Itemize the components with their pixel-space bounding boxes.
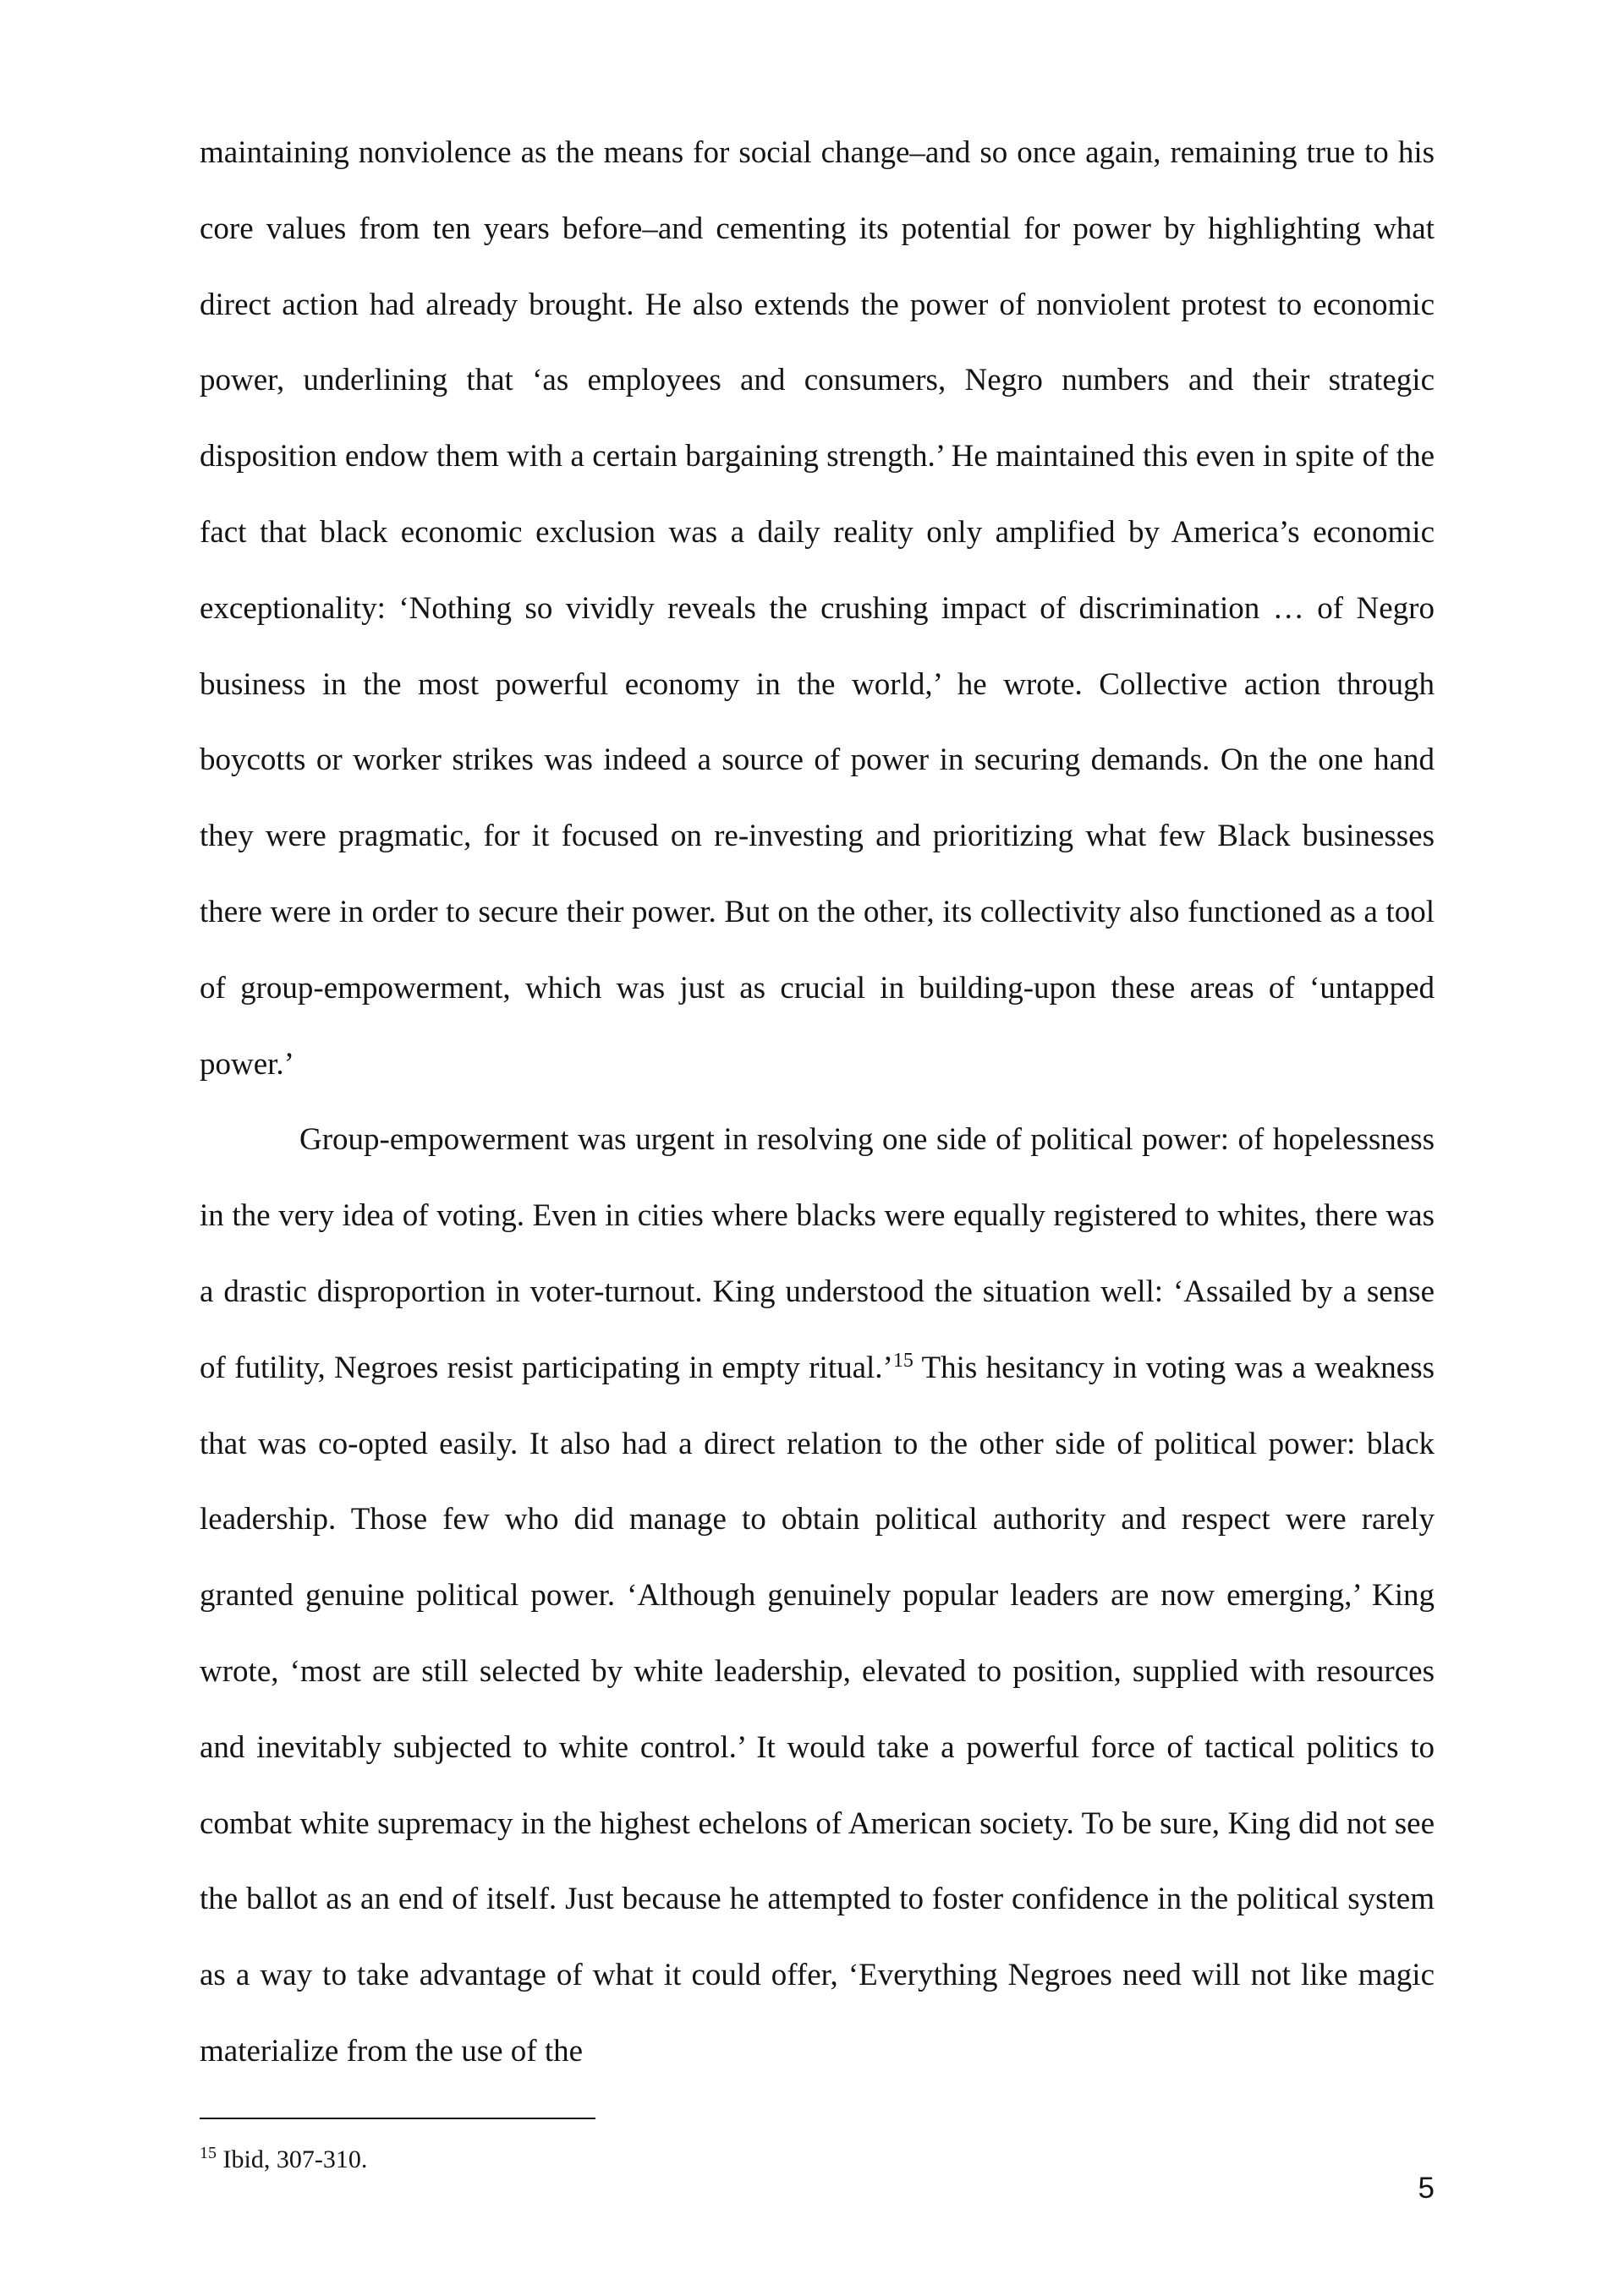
page-number: 5 [1418, 2172, 1435, 2205]
footnote-separator [200, 2118, 595, 2119]
footnote-number: 15 [200, 2144, 217, 2162]
body-text [200, 115, 1435, 2090]
paragraph-2 [200, 1102, 1435, 2089]
paragraph-1: maintaining nonviolence as the means for social change–and so once again, remaining true to his core values from ten years before–and cementing its potential for power by highlighting what direct action had already brought. He also extends the power of nonviolent protest to economic power, underlining that ‘as employees and consumers, Negro numbers and their strategic disposition endow them with a certain bargaining strength.’ He maintained this even in spite of the fact that black economic exclusion was a daily reality only amplified by America’s economic exceptionality: ‘Nothing so vividly reveals the crushing impact of discrimination … of Negro business in the most powerful economy in the world,’ he wrote. Collective action through boycotts or worker strikes was indeed a source of power in securing demands. On the one hand they were pragmatic, for it focused on re-investing and prioritizing what few Black businesses there were in order to secure their power. But on the other, its collectivity also functioned as a tool of group-empowerment, which was just as crucial in building-upon these areas of ‘untapped power.’ [200, 135, 1435, 1082]
footnote [200, 2145, 367, 2175]
paragraph-2-text-after-note: This hesitancy in voting was a weakness that was co-opted easily. It also had a direct relation to the other side of political power: black leadership. Those few who did manage to obtain political authority and respect were rarely granted genuine political power. ‘Although genuinely popular leaders are now emerging,’ King wrote, ‘most are still selected by white leadership, elevated to position, supplied with resources and inevitably subjected to white control.’ It would take a powerful force of tactical politics to combat white supremacy in the highest echelons of American society. To be sure, King did not see the ballot as an end of itself. Just because he attempted to foster confidence in the political system as a way to take advantage of what it could offer, ‘Everything Negroes need will not like magic materialize from the use of the [200, 1350, 1435, 2069]
paragraph-2-text-before-note: Group-empowerment was urgent in resolving one side of political power: of hopelessness in the very idea of voting. Even in cities where blacks were equally registered to whites, there was a drastic disproportion in voter-turnout. King understood the situation well: ‘Assailed by a sense of futility, Negroes resist participating in empty ritual.’ [200, 1122, 1435, 1385]
footnote-text: Ibid, 307-310. [222, 2145, 368, 2173]
footnote-reference[interactable]: 15 [892, 1349, 914, 1372]
